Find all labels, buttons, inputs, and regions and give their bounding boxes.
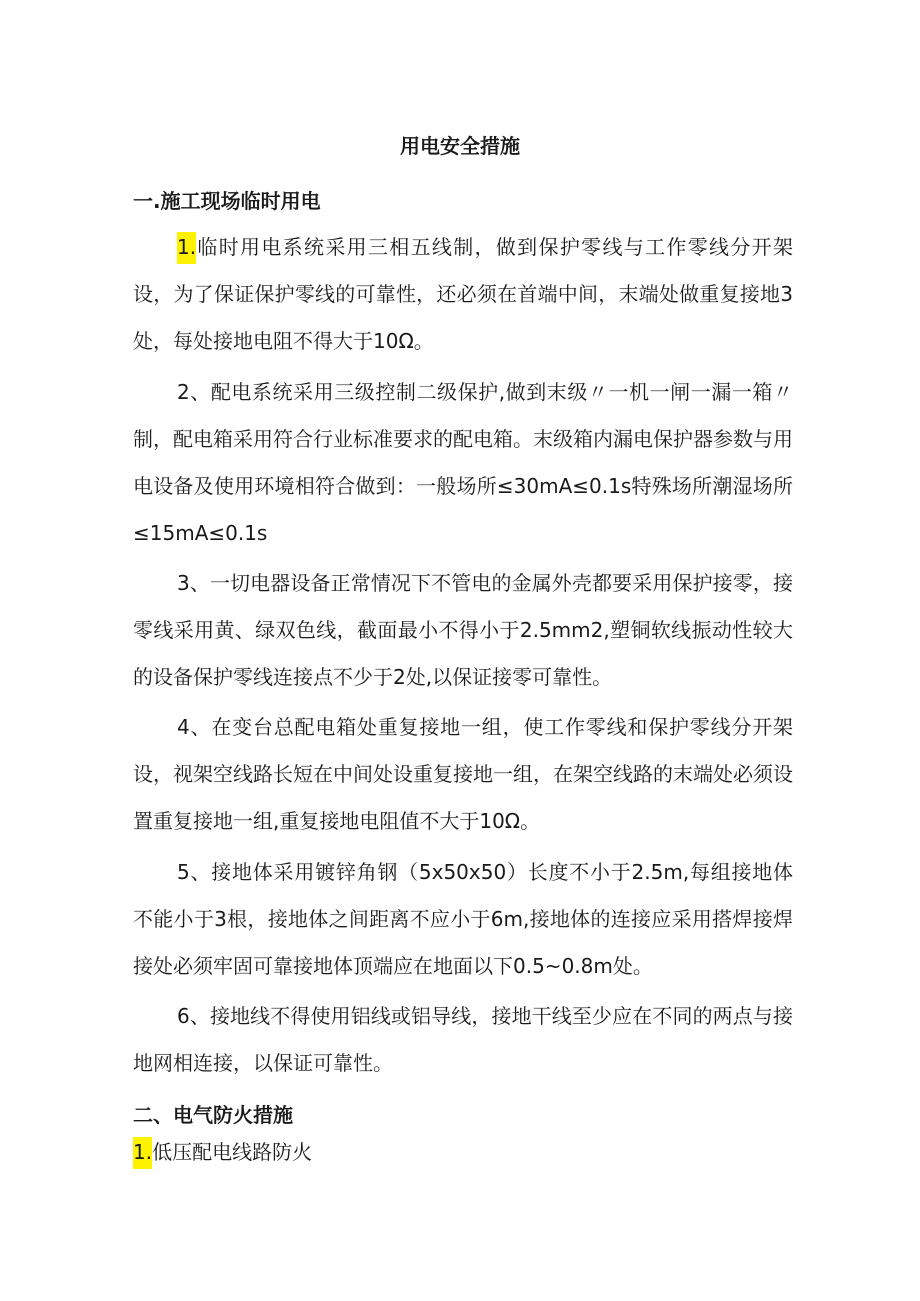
paragraph-text: 接地体采用镀锌角钢（5x50x50）长度不小于2.5m,每组接地体不能小于3根，接地体之间距离不应小于6m,接地体的连接应采用搭焊接焊接处必须牢固可靠接地体顶端应在地面以下0.5~0.8m处。 <box>133 860 793 978</box>
item-number: 3、 <box>177 571 210 595</box>
paragraph-item-1 <box>133 224 793 365</box>
paragraph-item-5 <box>133 849 793 990</box>
section-heading-1: 一.施工现场临时用电 <box>133 189 321 213</box>
item-number: 4、 <box>177 715 212 739</box>
paragraph-item-6 <box>133 993 793 1087</box>
paragraph-text: 在变台总配电箱处重复接地一组，使工作零线和保护零线分开架设，视架空线路长短在中间处设重复接地一组，在架空线路的末端处必须设置重复接地一组,重复接地电阻值不大于10Ω。 <box>133 715 794 833</box>
subsection-text: 低压配电线路防火 <box>152 1140 313 1164</box>
item-number: 6、 <box>177 1004 210 1028</box>
document-title: 用电安全措施 <box>400 134 520 158</box>
section-heading-2: 二、电气防火措施 <box>133 1103 293 1127</box>
item-number: 5、 <box>177 860 212 884</box>
paragraph-text: 配电系统采用三级控制二级保护,做到末级〃一机一闸一漏一箱〃制，配电箱采用符合行业标准要求的配电箱。末级箱内漏电保护器参数与用电设备及使用环境相符合做到：一般场所≤30mA≤0.1s特殊场所潮湿场所≤15mA≤0.1s <box>133 380 793 545</box>
item-number-highlight: 1. <box>177 232 196 264</box>
subsection-heading <box>133 1137 312 1167</box>
paragraph-text: 临时用电系统采用三相五线制，做到保护零线与工作零线分开架设，为了保证保护零线的可靠性，还必须在首端中间，末端处做重复接地3处，每处接地电阻不得大于10Ω。 <box>133 235 793 353</box>
paragraph-text: 一切电器设备正常情况下不管电的金属外壳都要采用保护接零，接零线采用黄、绿双色线，截面最小不得小于2.5mm2,塑铜软线振动性较大的设备保护零线连接点不少于2处,以保证接零可靠性。 <box>133 571 794 689</box>
paragraph-item-4 <box>133 704 793 845</box>
paragraph-item-2 <box>133 369 793 557</box>
item-number: 2、 <box>177 380 211 404</box>
subsection-number-highlight: 1. <box>133 1137 152 1169</box>
paragraph-item-3 <box>133 560 793 701</box>
paragraph-text: 接地线不得使用铝线或铝导线，接地干线至少应在不同的两点与接地网相连接，以保证可靠性。 <box>133 1004 794 1075</box>
